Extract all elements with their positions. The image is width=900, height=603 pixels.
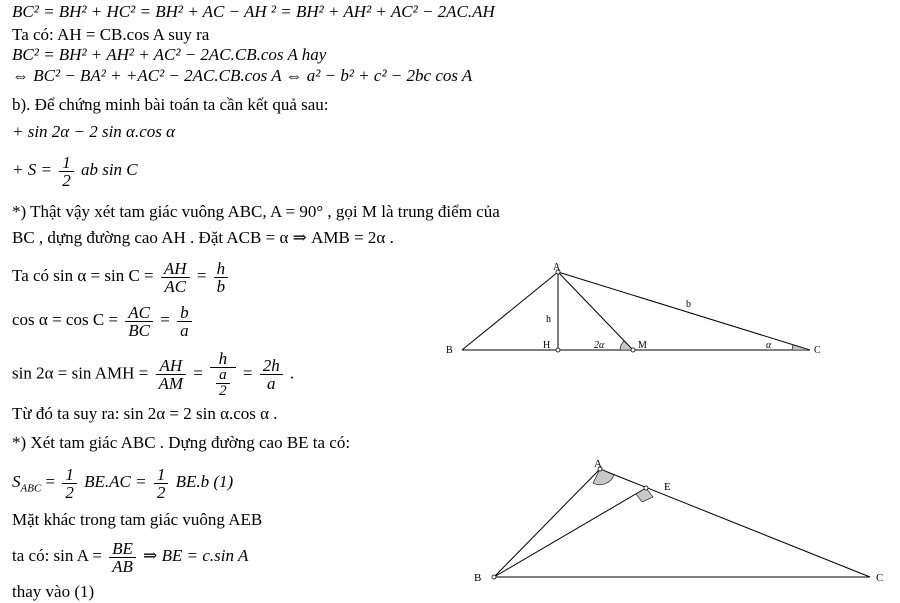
fraction-numerator: AH	[161, 260, 190, 278]
label-b-side: b	[686, 299, 691, 310]
segment-ab	[462, 272, 558, 350]
fraction-numerator: 1	[59, 154, 74, 172]
fraction-h-over-a-half	[210, 350, 236, 399]
fraction-denominator: 2	[156, 482, 166, 502]
point-h	[556, 348, 560, 352]
equals-sign: =	[41, 472, 56, 491]
fraction-numerator: AH	[156, 357, 187, 375]
angle-a-marker	[593, 469, 614, 485]
label-b: B	[446, 345, 453, 356]
label-2alpha: 2α	[594, 340, 605, 351]
segment-be	[494, 488, 646, 577]
fraction-numerator: b	[177, 304, 192, 322]
label-e: E	[664, 481, 671, 493]
equation-area-abc	[12, 464, 233, 506]
segment-ab	[494, 469, 600, 577]
fraction-denominator: 2	[219, 383, 227, 399]
fraction-numerator: h	[210, 350, 236, 368]
fraction-denominator: 2	[65, 482, 74, 502]
equals-sign: =	[242, 363, 253, 383]
equation-bc-squared-expansion: BC² = BH² + HC² = BH² + AC − AH ² = BH² + AH² + AC² − 2AC.AH	[12, 2, 495, 21]
label-h: H	[543, 340, 551, 351]
fraction-ah-ac	[161, 260, 190, 295]
fraction-denominator: 2	[62, 170, 71, 190]
text-right-triangle-aeb: Mặt khác trong tam giác vuông AEB	[12, 510, 263, 529]
equation-double-angle: + sin 2α − 2 sin α.cos α	[12, 122, 176, 141]
fraction-b-a	[177, 304, 192, 339]
sin-2alpha-prefix: sin 2α = sin AMH =	[12, 363, 149, 383]
area-middle: BE.AC =	[84, 472, 147, 491]
text-substitute-into-1: thay vào (1)	[12, 582, 95, 601]
equals-sign: =	[193, 363, 203, 383]
fraction-denominator: BC	[128, 320, 150, 340]
equation-cos-alpha	[12, 302, 195, 339]
fraction-denominator: AM	[158, 374, 184, 393]
fraction-a-over-2	[216, 368, 230, 399]
fraction-one-half-2	[154, 466, 169, 501]
fraction-numerator: a	[216, 368, 230, 384]
fraction-denominator: AB	[112, 556, 133, 576]
equation-sin-a	[12, 538, 248, 575]
fraction-one-half	[59, 154, 74, 189]
right-angle-marker-e	[636, 488, 653, 502]
text-part-b-intro: b). Để chứng minh bài toán ta cần kết quả sau:	[12, 95, 329, 114]
fraction-numerator: 1	[62, 466, 77, 484]
label-c: C	[814, 345, 821, 356]
fraction-h-b	[214, 260, 229, 295]
fraction-denominator: b	[216, 276, 226, 296]
fraction-ah-am	[156, 357, 187, 392]
label-a: A	[553, 262, 561, 273]
fraction-numerator: BE	[109, 540, 136, 558]
label-alpha: α	[766, 340, 772, 351]
point-e	[644, 486, 648, 490]
label-a: A	[594, 458, 602, 470]
sin-alpha-prefix: Ta có sin α = sin C =	[12, 266, 154, 285]
area-suffix: BE.b (1)	[175, 472, 234, 491]
fraction-denominator	[210, 368, 236, 399]
point-b	[492, 575, 496, 579]
text-ta-co-ah: Ta có: AH = CB.cos A suy ra	[12, 25, 210, 44]
sin-a-prefix: ta có: sin A =	[12, 546, 102, 565]
point-m	[631, 348, 635, 352]
fraction-denominator: AC	[164, 276, 187, 296]
equals-sign: =	[160, 310, 170, 329]
fraction-numerator: 2h	[260, 357, 283, 375]
fraction-numerator: 1	[154, 466, 169, 484]
equation-sin-alpha	[12, 258, 231, 295]
area-symbol: S	[12, 472, 21, 491]
label-c: C	[876, 572, 884, 584]
fraction-be-ab	[109, 540, 136, 575]
fraction-numerator: h	[214, 260, 229, 278]
fraction-denominator: a	[180, 320, 189, 340]
fraction-2h-a	[260, 357, 283, 392]
angle-alpha-marker	[792, 345, 810, 350]
label-h-altitude: h	[546, 314, 551, 325]
area-suffix: ab sin C	[80, 160, 138, 179]
text-right-triangle-setup: *) Thật vậy xét tam giác vuông ABC, A = 90° , gọi M là trung điểm của	[12, 202, 500, 221]
fraction-ac-bc	[125, 304, 153, 339]
area-prefix: + S =	[12, 160, 52, 179]
sin-a-suffix: ⇒ BE = c.sin A	[143, 546, 249, 565]
text-conclusion-double-angle: Từ đó ta suy ra: sin 2α = 2 sin α.cos α .	[12, 404, 278, 423]
fraction-denominator: a	[266, 374, 276, 393]
equation-law-of-cosines: ⇔ BC² − BA² + +AC² − 2AC.CB.cos A ⇔ a² − b² + c² − 2bc cos A	[12, 66, 473, 85]
equation-area-formula	[12, 152, 138, 189]
figure-triangle-altitude-be	[470, 455, 900, 595]
label-m: M	[638, 340, 647, 351]
equation-bc-squared-cos: BC² = BH² + AH² + AC² − 2AC.CB.cos A hay	[12, 45, 327, 64]
equals-sign: =	[196, 266, 207, 285]
area-subscript: ABC	[20, 482, 42, 495]
figure-right-triangle	[440, 262, 830, 362]
text-altitude-setup: BC , dựng đường cao AH . Đặt ACB = α ⇒ AMB = 2α .	[12, 228, 394, 247]
fraction-one-half	[62, 466, 77, 501]
label-b: B	[474, 572, 482, 584]
text-altitude-be-setup: *) Xét tam giác ABC . Dựng đường cao BE ta có:	[12, 433, 351, 452]
fraction-numerator: AC	[125, 304, 153, 322]
cos-alpha-prefix: cos α = cos C =	[12, 310, 118, 329]
segment-ac	[600, 469, 870, 577]
equation-sin-2alpha	[12, 350, 294, 399]
period: .	[289, 363, 295, 383]
